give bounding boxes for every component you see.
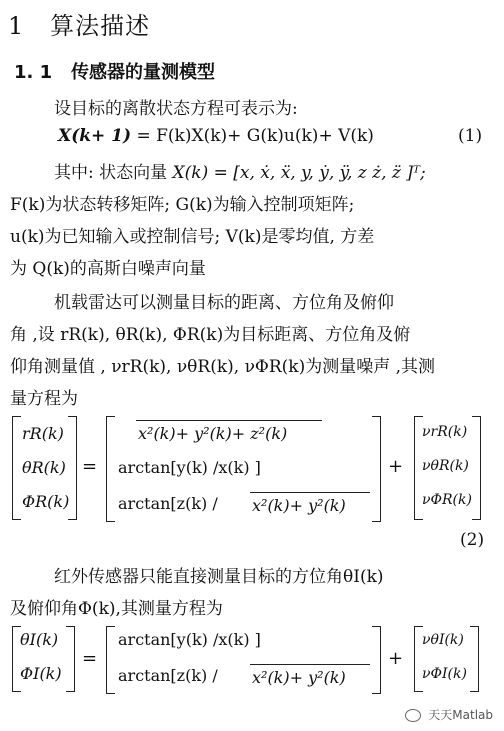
eq3-lhs-row-2: ΦI(k): [20, 664, 62, 683]
radar-para-3: 仰角测量值 , νrR(k), νθR(k), νΦR(k)为测量噪声 ,其测: [10, 357, 436, 377]
eq3-noise-row-1: νθI(k): [422, 632, 464, 648]
eq2-mid-right-bracket: [372, 416, 381, 522]
eq3-sqrt-bar: [250, 664, 370, 665]
eq2-plus: +: [388, 456, 404, 477]
eq2-noise-row-3: νΦR(k): [422, 492, 472, 508]
eq2-sqrt-bar-2: [250, 492, 370, 493]
eq3-noise-row-2: νΦI(k): [422, 666, 467, 682]
eq2-mid-row-2: arctan[y(k) /x(k) ]: [118, 458, 261, 477]
radar-para-2: 角 ,设 rR(k), θR(k), ΦR(k)为目标距离、方位角及俯: [10, 325, 411, 345]
state-vector-prefix: 其中: 状态向量: [54, 163, 168, 183]
eq2-mid-row-1: x²(k)+ y²(k)+ z²(k): [138, 424, 288, 443]
eq2-noise-right-bracket: [472, 416, 481, 520]
eq2-tag: (2): [460, 530, 485, 550]
line-u: u(k)为已知输入或控制信号; V(k)是零均值, 方差: [10, 227, 375, 247]
eq2-lhs-left-bracket: [12, 416, 21, 520]
eq3-equals: =: [82, 648, 98, 669]
eq1-tag: (1): [458, 126, 483, 146]
paragraph-intro: 设目标的离散状态方程可表示为:: [54, 99, 298, 119]
section-title: 算法描述: [50, 12, 151, 40]
equation-1: [58, 126, 374, 146]
eq1-rhs: = F(k)X(k)+ G(k)u(k)+ V(k): [136, 126, 374, 146]
eq2-noise-row-2: νθR(k): [422, 458, 469, 474]
state-vector-def: X(k) = [x, ẋ, ẍ, y, ẏ, ÿ, z ż, z̈ ]ᵀ;: [172, 163, 426, 183]
line-F: F(k)为状态转移矩阵; G(k)为输入控制项矩阵;: [10, 195, 355, 215]
line-Q: 为 Q(k)的高斯白噪声向量: [10, 259, 206, 279]
eq1-lhs: X(k+ 1): [58, 126, 132, 146]
eq2-lhs-row-1: rR(k): [22, 424, 64, 443]
eq2-equals: =: [82, 456, 98, 477]
wechat-icon: [405, 709, 421, 722]
subsection-number: 1. 1: [14, 62, 53, 83]
eq3-mid-row-1: arctan[y(k) /x(k) ]: [118, 630, 261, 649]
eq2-noise-row-1: νrR(k): [422, 424, 468, 440]
eq2-lhs-row-2: θR(k): [22, 458, 66, 477]
section-number: 1: [8, 12, 25, 40]
eq3-lhs-row-1: θI(k): [20, 630, 59, 649]
eq3-mid-left-bracket: [106, 626, 115, 694]
eq2-mid-row-3b: x²(k)+ y²(k): [252, 496, 346, 515]
eq3-mid-row-2b: x²(k)+ y²(k): [252, 668, 346, 687]
subsection-title: 传感器的量测模型: [70, 62, 215, 83]
radar-para-4: 量方程为: [10, 389, 78, 409]
eq3-noise-right-bracket: [470, 626, 479, 692]
eq2-lhs-right-bracket: [68, 416, 77, 520]
ir-para-1: 红外传感器只能直接测量目标的方位角θI(k): [54, 567, 384, 587]
watermark-text: 天天Matlab: [428, 708, 493, 722]
eq3-mid-right-bracket: [372, 626, 381, 694]
eq3-mid-row-2a: arctan[z(k) /: [118, 666, 218, 685]
radar-para-1: 机载雷达可以测量目标的距离、方位角及俯仰: [54, 293, 394, 313]
eq2-mid-left-bracket: [106, 416, 115, 522]
section-heading: [8, 6, 150, 41]
eq2-lhs-row-3: ΦR(k): [22, 492, 70, 511]
watermark: [400, 704, 498, 725]
eq2-sqrt-bar-1: [136, 420, 322, 421]
eq3-lhs-right-bracket: [66, 626, 75, 692]
eq3-plus: +: [388, 648, 404, 669]
state-vector-line: [54, 158, 426, 183]
subsection-heading: [14, 58, 215, 84]
eq2-mid-row-3a: arctan[z(k) /: [118, 494, 218, 513]
ir-para-2: 及俯仰角Φ(k),其测量方程为: [10, 599, 223, 619]
